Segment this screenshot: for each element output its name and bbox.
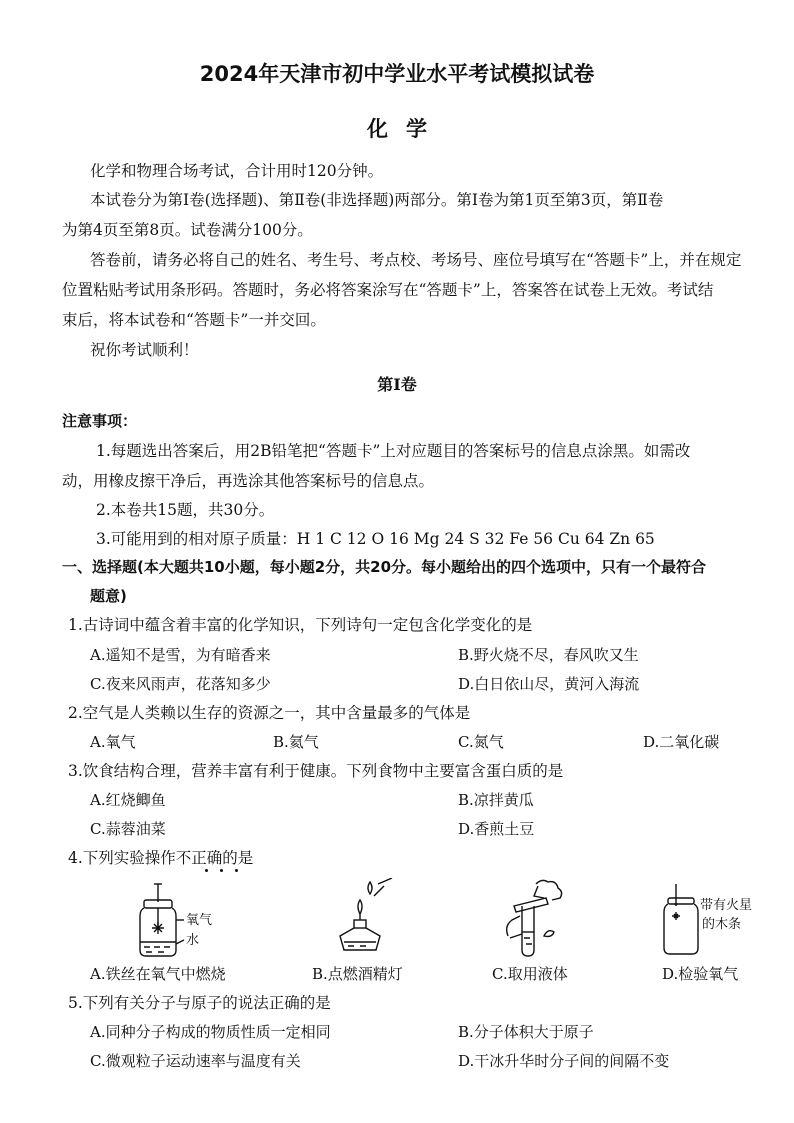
notice-item-2: 2.本卷共15题，共30分。 bbox=[96, 501, 275, 519]
notice-item-1-line-1: 1.每题选出答案后，用2B铅笔把“答题卡”上对应题目的答案标号的信息点涂黑。如需改 bbox=[96, 442, 691, 460]
part-one-title: 第Ⅰ卷 bbox=[377, 375, 417, 394]
question-4-option-c: C.取用液体 bbox=[492, 965, 568, 983]
question-2-option-a: A.氧气 bbox=[90, 733, 136, 751]
section-one-heading-line-2: 题意) bbox=[90, 587, 127, 605]
figure-a-label-water: 水 bbox=[186, 933, 200, 948]
intro-paragraph-3-line-3: 束后，将本试卷和“答题卡”一并交回。 bbox=[62, 311, 326, 329]
notice-heading: 注意事项： bbox=[62, 412, 138, 430]
notice-item-3: 3.可能用到的相对原子质量：H 1 C 12 O 16 Mg 24 S 32 Fe 56 Cu 64 Zn 65 bbox=[96, 530, 655, 548]
question-5-option-d: D.干冰升华时分子间的间隔不变 bbox=[458, 1052, 670, 1070]
question-4-option-b: B.点燃酒精灯 bbox=[312, 965, 403, 983]
question-5-stem: 5.下列有关分子与原子的说法正确的是 bbox=[68, 994, 331, 1012]
question-1-option-d: D.白日依山尽，黄河入海流 bbox=[458, 675, 640, 693]
question-2-option-d: D.二氧化碳 bbox=[643, 733, 720, 751]
figure-d-label-line-2: 的木条 bbox=[702, 917, 742, 932]
emphasis-dot bbox=[220, 869, 223, 872]
oxygen-test-figure bbox=[658, 884, 708, 960]
section-one-heading-line-1: 一、选择题(本大题共10小题，每小题2分，共20分。每小题给出的四个选项中，只有一个最符合 bbox=[62, 558, 707, 576]
question-1-stem: 1.古诗词中蕴含着丰富的化学知识，下列诗句一定包含化学变化的是 bbox=[68, 616, 533, 634]
question-2-option-c: C.氮气 bbox=[458, 733, 504, 751]
subject-title: 化学 bbox=[367, 117, 445, 141]
intro-paragraph-4: 祝你考试顺利！ bbox=[90, 341, 199, 359]
intro-paragraph-3-line-2: 位置粘贴考试用条形码。答题时，务必将答案涂写在“答题卡”上，答案答在试卷上无效。考试结 bbox=[62, 281, 714, 299]
exam-title: 2024年天津市初中学业水平考试模拟试卷 bbox=[199, 62, 595, 86]
question-3-option-c: C.蒜蓉油菜 bbox=[90, 820, 166, 838]
figure-a-label-oxygen: 氧气 bbox=[186, 913, 213, 928]
iron-wire-combustion-figure bbox=[128, 880, 238, 960]
notice-item-1-line-2: 动，用橡皮擦干净后，再选涂其他答案标号的信息点。 bbox=[62, 472, 435, 490]
emphasis-dot bbox=[205, 869, 208, 872]
question-3-option-d: D.香煎土豆 bbox=[458, 820, 535, 838]
emphasis-dot bbox=[235, 869, 238, 872]
intro-paragraph-2-line-2: 为第4页至第8页。试卷满分100分。 bbox=[62, 221, 313, 239]
question-5-option-c: C.微观粒子运动速率与温度有关 bbox=[90, 1052, 301, 1070]
question-5-option-a: A.同种分子构成的物质性质一定相同 bbox=[90, 1023, 331, 1041]
intro-paragraph-1: 化学和物理合场考试，合计用时120分钟。 bbox=[90, 162, 384, 180]
intro-paragraph-3-line-1: 答卷前，请务必将自己的姓名、考生号、考点校、考场号、座位号填写在“答题卡”上，并在规定 bbox=[90, 251, 742, 269]
question-5-option-b: B.分子体积大于原子 bbox=[458, 1023, 594, 1041]
question-1-option-c: C.夜来风雨声，花落知多少 bbox=[90, 675, 271, 693]
question-1-option-a: A.遥知不是雪，为有暗香来 bbox=[90, 646, 271, 664]
question-2-stem: 2.空气是人类赖以生存的资源之一，其中含量最多的气体是 bbox=[68, 704, 471, 722]
question-4-option-a: A.铁丝在氧气中燃烧 bbox=[90, 965, 226, 983]
question-3-option-b: B.凉拌黄瓜 bbox=[458, 791, 534, 809]
question-3-stem: 3.饮食结构合理，营养丰富有利于健康。下列食物中主要富含蛋白质的是 bbox=[68, 762, 564, 780]
question-3-option-a: A.红烧鲫鱼 bbox=[90, 791, 166, 809]
question-4-option-d: D.检验氧气 bbox=[662, 965, 739, 983]
liquid-taking-figure bbox=[486, 876, 576, 962]
question-2-option-b: B.氦气 bbox=[273, 733, 319, 751]
figure-d-label-line-1: 带有火星 bbox=[700, 898, 753, 913]
question-1-option-b: B.野火烧不尽，春风吹又生 bbox=[458, 646, 639, 664]
question-4-stem: 4.下列实验操作不正确的是 bbox=[68, 849, 254, 867]
alcohol-lamp-lighting-figure bbox=[330, 878, 410, 960]
intro-paragraph-2-line-1: 本试卷分为第Ⅰ卷(选择题)、第Ⅱ卷(非选择题)两部分。第Ⅰ卷为第1页至第3页，第Ⅱ卷 bbox=[90, 191, 664, 209]
